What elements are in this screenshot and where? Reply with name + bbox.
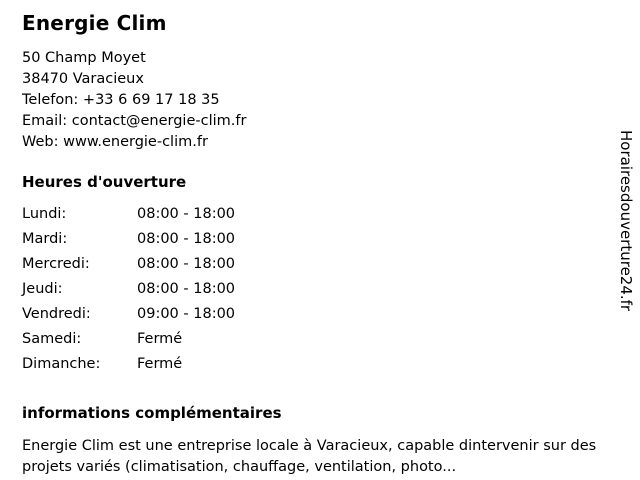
table-row	[22, 330, 235, 355]
table-row	[22, 255, 235, 280]
additional-info-text: Energie Clim est une entreprise locale à Varacieux, capable dintervenir sur des projets variés (climatisation, chauffage, ventilation, photo...	[22, 438, 601, 475]
table-row	[22, 305, 235, 330]
day-hours: 09:00 - 18:00	[137, 306, 236, 322]
table-row	[22, 230, 235, 255]
day-hours: 08:00 - 18:00	[137, 281, 236, 297]
opening-hours-table	[22, 205, 235, 380]
page-title: Energie Clim	[22, 11, 167, 35]
day-label: Mardi:	[22, 231, 68, 247]
day-hours: Fermé	[137, 331, 183, 347]
day-label: Mercredi:	[22, 256, 90, 272]
website-line: Web: www.energie-clim.fr	[22, 134, 208, 150]
content-column	[22, 10, 602, 478]
address-line: 38470 Varacieux	[22, 71, 144, 87]
address-line: 50 Champ Moyet	[22, 50, 146, 66]
table-row	[22, 355, 235, 380]
table-row	[22, 280, 235, 305]
day-label: Jeudi:	[22, 281, 63, 297]
address-block	[22, 48, 602, 153]
day-label: Dimanche:	[22, 356, 101, 372]
day-label: Samedi:	[22, 331, 82, 347]
email-line: Email: contact@energie-clim.fr	[22, 113, 247, 129]
day-hours: Fermé	[137, 356, 183, 372]
additional-info-heading: informations complémentaires	[22, 404, 282, 422]
day-label: Vendredi:	[22, 306, 91, 322]
opening-hours-heading: Heures d'ouverture	[22, 173, 187, 191]
watermark-label: Horairesdouverture24.fr	[617, 130, 635, 312]
day-hours: 08:00 - 18:00	[137, 256, 236, 272]
table-row	[22, 205, 235, 230]
phone-line: Telefon: +33 6 69 17 18 35	[22, 92, 220, 108]
day-hours: 08:00 - 18:00	[137, 206, 236, 222]
day-label: Lundi:	[22, 206, 67, 222]
day-hours: 08:00 - 18:00	[137, 231, 236, 247]
